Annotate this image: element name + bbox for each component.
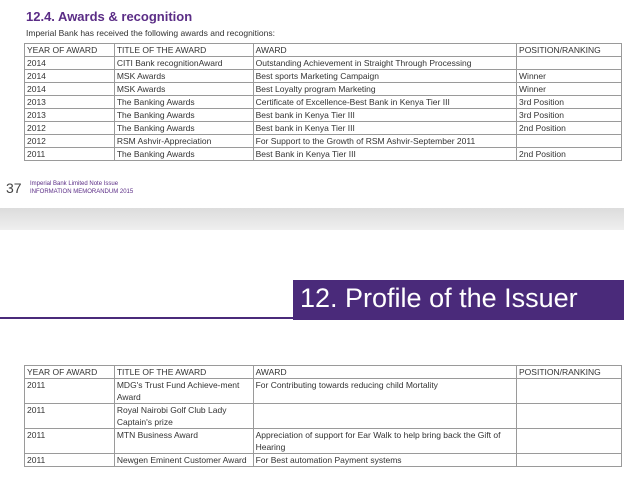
section-heading: 12.4. Awards & recognition <box>26 9 193 24</box>
cell-award: Best sports Marketing Campaign <box>253 70 516 83</box>
cell-award: For Best automation Payment systems <box>253 454 516 467</box>
header-title: TITLE OF THE AWARD <box>114 44 253 57</box>
header-award: AWARD <box>253 366 516 379</box>
cell-year: 2011 <box>25 404 115 429</box>
cell-year: 2014 <box>25 57 115 70</box>
cell-year: 2014 <box>25 83 115 96</box>
cell-title: Newgen Eminent Customer Award <box>114 454 253 467</box>
cell-title: CITI Bank recognitionAward <box>114 57 253 70</box>
cell-title: The Banking Awards <box>114 109 253 122</box>
page-footer <box>30 180 133 196</box>
page-gap <box>0 208 624 230</box>
footer-line-2: INFORMATION MEMORANDUM 2015 <box>30 189 134 195</box>
table-row <box>25 379 622 404</box>
cell-position <box>517 57 622 70</box>
cell-year: 2011 <box>25 379 115 404</box>
cell-year: 2011 <box>25 454 115 467</box>
cell-year: 2013 <box>25 96 115 109</box>
cell-award: Certificate of Excellence-Best Bank in Kenya Tier III <box>253 96 516 109</box>
cell-position <box>517 404 622 429</box>
table-row <box>25 96 622 109</box>
cell-award: Best Loyalty program Marketing <box>253 83 516 96</box>
cell-award: Best bank in Kenya Tier III <box>253 122 516 135</box>
cell-title: MDG's Trust Fund Achieve-ment Award <box>114 379 253 404</box>
cell-position: 2nd Position <box>517 148 622 161</box>
page-number: 37 <box>6 180 22 196</box>
intro-text: Imperial Bank has received the following awards and recognitions: <box>26 28 275 38</box>
cell-year: 2011 <box>25 429 115 454</box>
cell-position: Winner <box>517 83 622 96</box>
cell-position: 2nd Position <box>517 122 622 135</box>
cell-title: MSK Awards <box>114 83 253 96</box>
table-header-row <box>25 44 622 57</box>
table-row <box>25 70 622 83</box>
cell-title: RSM Ashvir-Appreciation <box>114 135 253 148</box>
cell-title: The Banking Awards <box>114 148 253 161</box>
cell-year: 2012 <box>25 122 115 135</box>
cell-position: 3rd Position <box>517 109 622 122</box>
cell-position <box>517 135 622 148</box>
cell-title: The Banking Awards <box>114 96 253 109</box>
cell-award: Appreciation of support for Ear Walk to help bring back the Gift of Hearing <box>253 429 516 454</box>
chapter-title: 12. Profile of the Issuer <box>300 283 578 313</box>
chapter-rule <box>0 317 300 319</box>
awards-table-2 <box>24 365 622 467</box>
cell-year: 2012 <box>25 135 115 148</box>
table-row <box>25 57 622 70</box>
table-row <box>25 109 622 122</box>
table-row <box>25 83 622 96</box>
cell-award: Best Bank in Kenya Tier III <box>253 148 516 161</box>
cell-position <box>517 379 622 404</box>
footer-line-1: Imperial Bank Limited Note Issue <box>30 181 119 187</box>
cell-title: MSK Awards <box>114 70 253 83</box>
header-year: YEAR OF AWARD <box>25 366 115 379</box>
table-header-row <box>25 366 622 379</box>
cell-year: 2014 <box>25 70 115 83</box>
cell-award: Outstanding Achievement in Straight Through Processing <box>253 57 516 70</box>
cell-position: 3rd Position <box>517 96 622 109</box>
header-position: POSITION/RANKING <box>517 44 622 57</box>
cell-year: 2013 <box>25 109 115 122</box>
cell-position <box>517 429 622 454</box>
table-row <box>25 148 622 161</box>
table-row <box>25 122 622 135</box>
cell-title: Royal Nairobi Golf Club Lady Captain's prize <box>114 404 253 429</box>
table-row <box>25 404 622 429</box>
cell-title: MTN Business Award <box>114 429 253 454</box>
cell-award: For Contributing towards reducing child Mortality <box>253 379 516 404</box>
cell-position <box>517 454 622 467</box>
cell-award <box>253 404 516 429</box>
cell-year: 2011 <box>25 148 115 161</box>
awards-table-1 <box>24 43 622 161</box>
header-award: AWARD <box>253 44 516 57</box>
header-position: POSITION/RANKING <box>517 366 622 379</box>
header-year: YEAR OF AWARD <box>25 44 115 57</box>
cell-position: Winner <box>517 70 622 83</box>
cell-award: Best bank in Kenya Tier III <box>253 109 516 122</box>
header-title: TITLE OF THE AWARD <box>114 366 253 379</box>
table-row <box>25 454 622 467</box>
cell-title: The Banking Awards <box>114 122 253 135</box>
table-row <box>25 429 622 454</box>
table-row <box>25 135 622 148</box>
cell-award: For Support to the Growth of RSM Ashvir-September 2011 <box>253 135 516 148</box>
